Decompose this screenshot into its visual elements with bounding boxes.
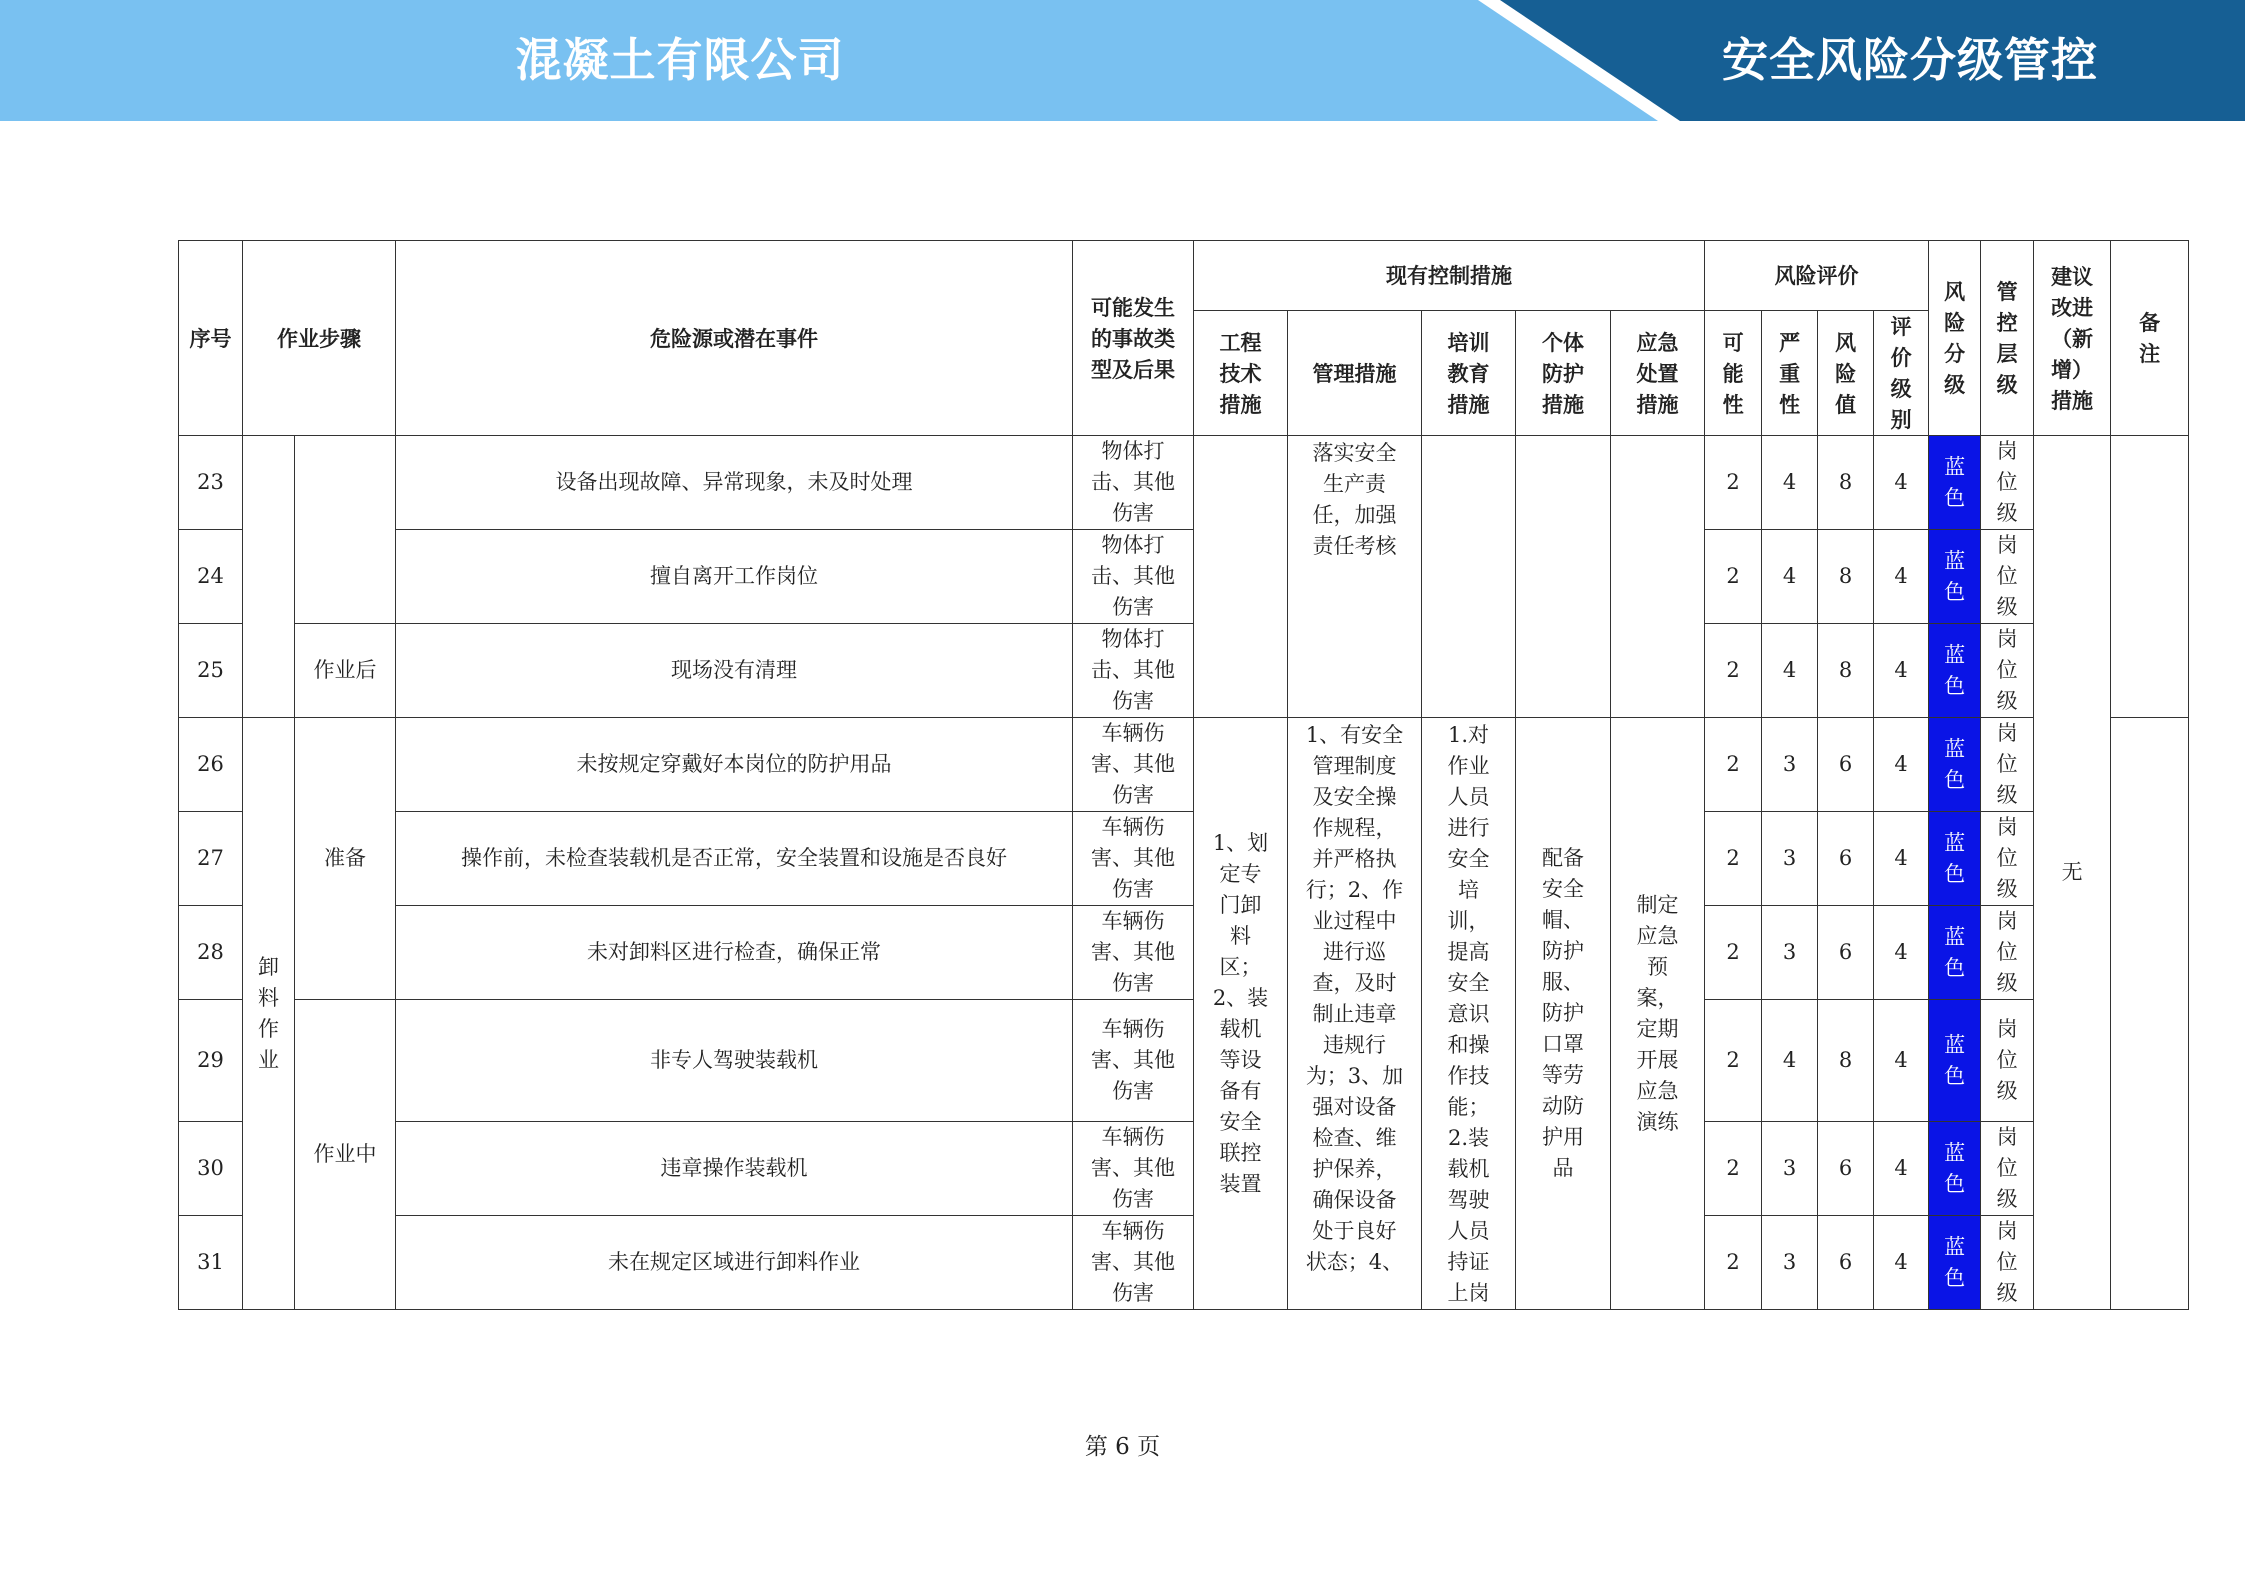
row-likelihood: 2 bbox=[1705, 812, 1762, 906]
row-hazard: 未在规定区域进行卸料作业 bbox=[396, 1216, 1073, 1310]
row-seq: 27 bbox=[179, 812, 243, 906]
company-name: 混凝土有限公司 bbox=[515, 33, 845, 87]
row-risk-value: 8 bbox=[1818, 436, 1874, 530]
row-control-level: 岗位级 bbox=[1981, 1216, 2034, 1310]
header-banner bbox=[0, 0, 2245, 121]
row-control-level: 岗位级 bbox=[1981, 718, 2034, 812]
row-hazard: 违章操作装载机 bbox=[396, 1122, 1073, 1216]
table-row bbox=[179, 1000, 2189, 1122]
row-risk-grade: 蓝色 bbox=[1929, 624, 1981, 718]
document-title: 安全风险分级管控 bbox=[1722, 33, 2098, 87]
risk-table bbox=[178, 240, 2189, 1310]
row-severity: 3 bbox=[1762, 1216, 1818, 1310]
row-consequence: 车辆伤害、其他伤害 bbox=[1073, 906, 1194, 1000]
row-consequence: 物体打击、其他伤害 bbox=[1073, 436, 1194, 530]
row-consequence: 车辆伤害、其他伤害 bbox=[1073, 1122, 1194, 1216]
ppe-cell-empty bbox=[1516, 436, 1611, 718]
row-severity: 3 bbox=[1762, 906, 1818, 1000]
row-hazard: 非专人驾驶装载机 bbox=[396, 1000, 1073, 1122]
row-hazard: 现场没有清理 bbox=[396, 624, 1073, 718]
row-risk-grade: 蓝色 bbox=[1929, 530, 1981, 624]
row-likelihood: 2 bbox=[1705, 1216, 1762, 1310]
emerg-measure-b: 制定应急预案，定期开展应急演练 bbox=[1611, 718, 1705, 1310]
mgmt-measure-b: 1、有安全管理制度及安全操作规程，并严格执行；2、作业过程中进行巡查，及时制止违章违规行为；3、加强对设备检查、维护保养，确保设备处于良好状态；4、 bbox=[1288, 718, 1422, 1310]
table-row bbox=[179, 812, 2189, 906]
header-eng: 工程技术措施 bbox=[1194, 311, 1288, 436]
row-consequence: 车辆伤害、其他伤害 bbox=[1073, 718, 1194, 812]
row-likelihood: 2 bbox=[1705, 906, 1762, 1000]
step-after: 作业后 bbox=[295, 624, 396, 718]
row-consequence: 物体打击、其他伤害 bbox=[1073, 530, 1194, 624]
row-eval-level: 4 bbox=[1874, 812, 1929, 906]
row-severity: 4 bbox=[1762, 530, 1818, 624]
row-risk-grade: 蓝色 bbox=[1929, 906, 1981, 1000]
row-hazard: 操作前，未检查装载机是否正常，安全装置和设施是否良好 bbox=[396, 812, 1073, 906]
improve-measure: 无 bbox=[2034, 436, 2111, 1310]
row-likelihood: 2 bbox=[1705, 1122, 1762, 1216]
header-emerg: 应急处置措施 bbox=[1611, 311, 1705, 436]
table-row bbox=[179, 1216, 2189, 1310]
header-train: 培训教育措施 bbox=[1422, 311, 1516, 436]
row-severity: 3 bbox=[1762, 812, 1818, 906]
header-step: 作业步骤 bbox=[243, 241, 396, 436]
header-remark: 备注 bbox=[2111, 241, 2189, 436]
mgmt-measure-a: 落实安全生产责任，加强责任考核 bbox=[1288, 436, 1422, 718]
row-risk-value: 6 bbox=[1818, 906, 1874, 1000]
row-risk-grade: 蓝色 bbox=[1929, 1122, 1981, 1216]
header-severity: 严重性 bbox=[1762, 311, 1818, 436]
table-row bbox=[179, 1122, 2189, 1216]
header-controls: 现有控制措施 bbox=[1194, 241, 1705, 311]
row-hazard: 未对卸料区进行检查，确保正常 bbox=[396, 906, 1073, 1000]
row-severity: 4 bbox=[1762, 1000, 1818, 1122]
row-seq: 25 bbox=[179, 624, 243, 718]
page-number: 第 6 页 bbox=[1084, 1434, 1161, 1460]
row-control-level: 岗位级 bbox=[1981, 1122, 2034, 1216]
train-cell-empty bbox=[1422, 436, 1516, 718]
row-eval-level: 4 bbox=[1874, 1000, 1929, 1122]
header-control-level: 管控层级 bbox=[1981, 241, 2034, 436]
remark-cell-b bbox=[2111, 718, 2189, 1310]
header-improve: 建议改进（新增）措施 bbox=[2034, 241, 2111, 436]
row-risk-value: 6 bbox=[1818, 812, 1874, 906]
row-seq: 31 bbox=[179, 1216, 243, 1310]
header-mgmt: 管理措施 bbox=[1288, 311, 1422, 436]
row-risk-grade: 蓝色 bbox=[1929, 718, 1981, 812]
row-risk-grade: 蓝色 bbox=[1929, 436, 1981, 530]
row-hazard: 擅自离开工作岗位 bbox=[396, 530, 1073, 624]
row-consequence: 车辆伤害、其他伤害 bbox=[1073, 1216, 1194, 1310]
header-eval: 风险评价 bbox=[1705, 241, 1929, 311]
row-seq: 26 bbox=[179, 718, 243, 812]
row-control-level: 岗位级 bbox=[1981, 1000, 2034, 1122]
emerg-cell-empty bbox=[1611, 436, 1705, 718]
row-control-level: 岗位级 bbox=[1981, 906, 2034, 1000]
row-risk-value: 6 bbox=[1818, 1216, 1874, 1310]
header-eval-level: 评价级别 bbox=[1874, 311, 1929, 436]
row-likelihood: 2 bbox=[1705, 436, 1762, 530]
row-likelihood: 2 bbox=[1705, 1000, 1762, 1122]
row-consequence: 车辆伤害、其他伤害 bbox=[1073, 812, 1194, 906]
row-control-level: 岗位级 bbox=[1981, 624, 2034, 718]
row-risk-value: 8 bbox=[1818, 1000, 1874, 1122]
step-during: 作业中 bbox=[295, 1000, 396, 1310]
row-eval-level: 4 bbox=[1874, 1122, 1929, 1216]
row-risk-value: 8 bbox=[1818, 530, 1874, 624]
row-severity: 4 bbox=[1762, 436, 1818, 530]
header-seq: 序号 bbox=[179, 241, 243, 436]
step-cell-empty bbox=[295, 436, 396, 624]
table-row bbox=[179, 624, 2189, 718]
step-prepare: 准备 bbox=[295, 718, 396, 1000]
row-seq: 30 bbox=[179, 1122, 243, 1216]
row-risk-grade: 蓝色 bbox=[1929, 812, 1981, 906]
row-hazard: 未按规定穿戴好本岗位的防护用品 bbox=[396, 718, 1073, 812]
header-hazard: 危险源或潜在事件 bbox=[396, 241, 1073, 436]
row-consequence: 车辆伤害、其他伤害 bbox=[1073, 1000, 1194, 1122]
row-risk-grade: 蓝色 bbox=[1929, 1000, 1981, 1122]
table-row bbox=[179, 530, 2189, 624]
header-ppe: 个体防护措施 bbox=[1516, 311, 1611, 436]
eng-cell-empty bbox=[1194, 436, 1288, 718]
row-eval-level: 4 bbox=[1874, 530, 1929, 624]
row-control-level: 岗位级 bbox=[1981, 436, 2034, 530]
row-severity: 4 bbox=[1762, 624, 1818, 718]
row-control-level: 岗位级 bbox=[1981, 812, 2034, 906]
group-cell-empty bbox=[243, 436, 295, 718]
row-risk-value: 8 bbox=[1818, 624, 1874, 718]
row-seq: 28 bbox=[179, 906, 243, 1000]
header-risk-grade: 风险分级 bbox=[1929, 241, 1981, 436]
row-control-level: 岗位级 bbox=[1981, 530, 2034, 624]
eng-measure-b: 1、划定专门卸料区；2、装载机等设备有安全联控装置 bbox=[1194, 718, 1288, 1310]
header-consequence: 可能发生的事故类型及后果 bbox=[1073, 241, 1194, 436]
row-likelihood: 2 bbox=[1705, 624, 1762, 718]
row-seq: 29 bbox=[179, 1000, 243, 1122]
table-row bbox=[179, 906, 2189, 1000]
row-risk-value: 6 bbox=[1818, 718, 1874, 812]
train-measure-b: 1.对作业人员进行安全培训，提高安全意识和操作技能；2.装载机驾驶人员持证上岗 bbox=[1422, 718, 1516, 1310]
row-seq: 24 bbox=[179, 530, 243, 624]
row-risk-grade: 蓝色 bbox=[1929, 1216, 1981, 1310]
row-hazard: 设备出现故障、异常现象，未及时处理 bbox=[396, 436, 1073, 530]
row-eval-level: 4 bbox=[1874, 906, 1929, 1000]
row-eval-level: 4 bbox=[1874, 436, 1929, 530]
row-eval-level: 4 bbox=[1874, 718, 1929, 812]
remark-cell-a bbox=[2111, 436, 2189, 718]
row-likelihood: 2 bbox=[1705, 530, 1762, 624]
group-unload: 卸料作业 bbox=[243, 718, 295, 1310]
row-consequence: 物体打击、其他伤害 bbox=[1073, 624, 1194, 718]
row-severity: 3 bbox=[1762, 1122, 1818, 1216]
ppe-measure-b: 配备安全帽、防护服、防护口罩等劳动防护用品 bbox=[1516, 718, 1611, 1310]
header-likelihood: 可能性 bbox=[1705, 311, 1762, 436]
row-severity: 3 bbox=[1762, 718, 1818, 812]
row-eval-level: 4 bbox=[1874, 624, 1929, 718]
header-risk-value: 风险值 bbox=[1818, 311, 1874, 436]
row-seq: 23 bbox=[179, 436, 243, 530]
table-row bbox=[179, 436, 2189, 530]
row-risk-value: 6 bbox=[1818, 1122, 1874, 1216]
table-row bbox=[179, 718, 2189, 812]
row-likelihood: 2 bbox=[1705, 718, 1762, 812]
row-eval-level: 4 bbox=[1874, 1216, 1929, 1310]
